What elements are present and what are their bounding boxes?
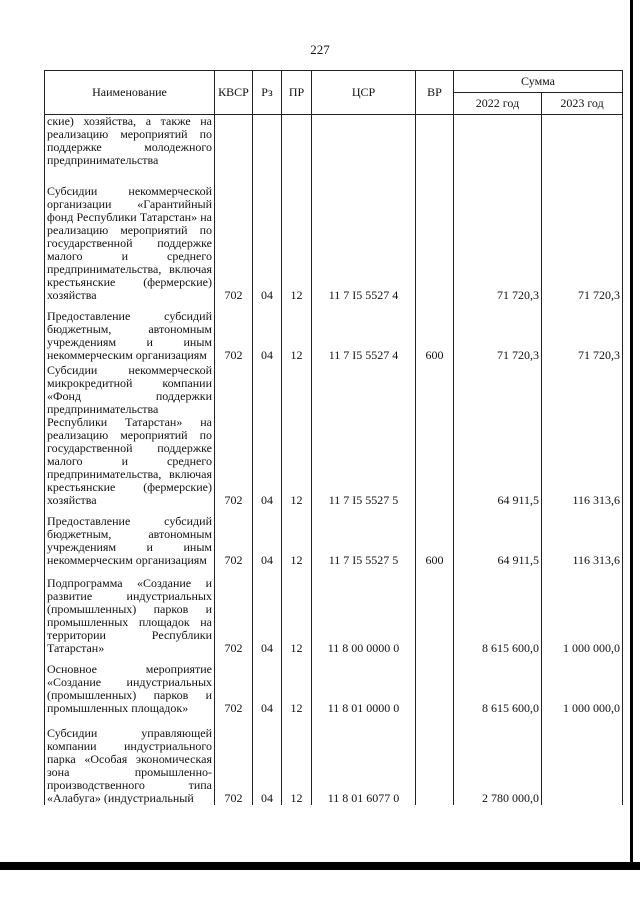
row-rz: 04 (253, 507, 282, 567)
row-vr (416, 115, 454, 168)
row-csr: 11 8 00 0000 0 (312, 567, 416, 655)
row-name: Субсидии некоммерческой микрокредитной компании «Фонд поддержки предпринимательства Республики Татарстан» на реализацию мероприятий по государственной поддержке малого и среднего предпринимательства, включая крестьянские (фермерские) хозяйства (45, 362, 215, 507)
row-pr: 12 (282, 715, 312, 805)
row-kvsr: 702 (215, 655, 253, 715)
row-csr: 11 7 I5 5527 4 (312, 302, 416, 362)
table-row (45, 362, 623, 507)
header-year-2022: 2022 год (454, 93, 542, 115)
row-name: Субсидии некоммерческой организации «Гарантийный фонд Республики Татарстан» на реализацию мероприятий по государственной поддержке малого и среднего предпринимательства, включая крестьянские (фермерские) хозяйства (45, 167, 215, 302)
row-name: Предоставление субсидий бюджетным, автономным учреждениям и иным некоммерческим организациям (45, 507, 215, 567)
row-name: Подпрограмма «Создание и развитие индустриальных (промышленных) парков и промышленных площадок на территории Республики Татарстан» (45, 567, 215, 655)
header-rz: Рз (253, 71, 282, 115)
row-pr: 12 (282, 567, 312, 655)
row-csr (312, 115, 416, 168)
row-rz: 04 (253, 567, 282, 655)
row-pr: 12 (282, 655, 312, 715)
row-sum-2023: 1 000 000,0 (542, 655, 623, 715)
row-pr (282, 115, 312, 168)
header-vr: ВР (416, 71, 454, 115)
row-pr: 12 (282, 507, 312, 567)
row-kvsr: 702 (215, 715, 253, 805)
row-sum-2022: 2 780 000,0 (454, 715, 542, 805)
row-name: Субсидии управляющей компании индустриального парка «Особая экономическая зона промышленно-производственного типа «Алабуга» (индустриальный (45, 715, 215, 805)
header-sum: Сумма (454, 71, 623, 93)
row-kvsr: 702 (215, 302, 253, 362)
row-kvsr: 702 (215, 167, 253, 302)
row-csr: 11 7 I5 5527 4 (312, 167, 416, 302)
row-sum-2023: 1 000 000,0 (542, 567, 623, 655)
row-vr: 600 (416, 507, 454, 567)
row-pr: 12 (282, 362, 312, 507)
scan-edge-shadow (630, 0, 633, 862)
row-sum-2023: 116 313,6 (542, 507, 623, 567)
row-kvsr: 702 (215, 362, 253, 507)
scan-bottom-border (0, 862, 640, 870)
row-vr (416, 715, 454, 805)
header-csr: ЦСР (312, 71, 416, 115)
row-sum-2022: 71 720,3 (454, 167, 542, 302)
row-csr: 11 8 01 0000 0 (312, 655, 416, 715)
row-csr: 11 8 01 6077 0 (312, 715, 416, 805)
table-row (45, 167, 623, 302)
row-kvsr: 702 (215, 507, 253, 567)
row-rz: 04 (253, 655, 282, 715)
row-sum-2022: 71 720,3 (454, 302, 542, 362)
header-kvsr: КВСР (215, 71, 253, 115)
row-sum-2022: 64 911,5 (454, 362, 542, 507)
row-kvsr (215, 115, 253, 168)
header-pr: ПР (282, 71, 312, 115)
row-vr (416, 167, 454, 302)
row-name: Основное мероприятие «Создание индустриальных (промышленных) парков и промышленных площадок» (45, 655, 215, 715)
row-csr: 11 7 I5 5527 5 (312, 362, 416, 507)
row-name: Предоставление субсидий бюджетным, автономным учреждениям и иным некоммерческим организациям (45, 302, 215, 362)
row-kvsr: 702 (215, 567, 253, 655)
row-sum-2023: 71 720,3 (542, 167, 623, 302)
row-sum-2023 (542, 715, 623, 805)
table-row (45, 507, 623, 567)
row-name: ские) хозяйства, а также на реализацию мероприятий по поддержке молодежного предпринимательства (45, 115, 215, 168)
row-vr (416, 362, 454, 507)
table-row (45, 655, 623, 715)
table-row (45, 115, 623, 168)
row-vr (416, 655, 454, 715)
row-vr (416, 567, 454, 655)
header-name: Наименование (45, 71, 215, 115)
row-rz (253, 115, 282, 168)
row-sum-2022 (454, 115, 542, 168)
row-pr: 12 (282, 302, 312, 362)
header-year-2023: 2023 год (542, 93, 623, 115)
row-vr: 600 (416, 302, 454, 362)
row-rz: 04 (253, 362, 282, 507)
row-rz: 04 (253, 302, 282, 362)
table-row (45, 715, 623, 805)
row-rz: 04 (253, 167, 282, 302)
row-sum-2023: 116 313,6 (542, 362, 623, 507)
table-row (45, 567, 623, 655)
page-number: 227 (310, 42, 330, 57)
row-sum-2023: 71 720,3 (542, 302, 623, 362)
row-pr: 12 (282, 167, 312, 302)
table-row (45, 302, 623, 362)
row-csr: 11 7 I5 5527 5 (312, 507, 416, 567)
row-rz: 04 (253, 715, 282, 805)
row-sum-2023 (542, 115, 623, 168)
row-sum-2022: 8 615 600,0 (454, 567, 542, 655)
budget-table (44, 70, 623, 805)
row-sum-2022: 64 911,5 (454, 507, 542, 567)
row-sum-2022: 8 615 600,0 (454, 655, 542, 715)
